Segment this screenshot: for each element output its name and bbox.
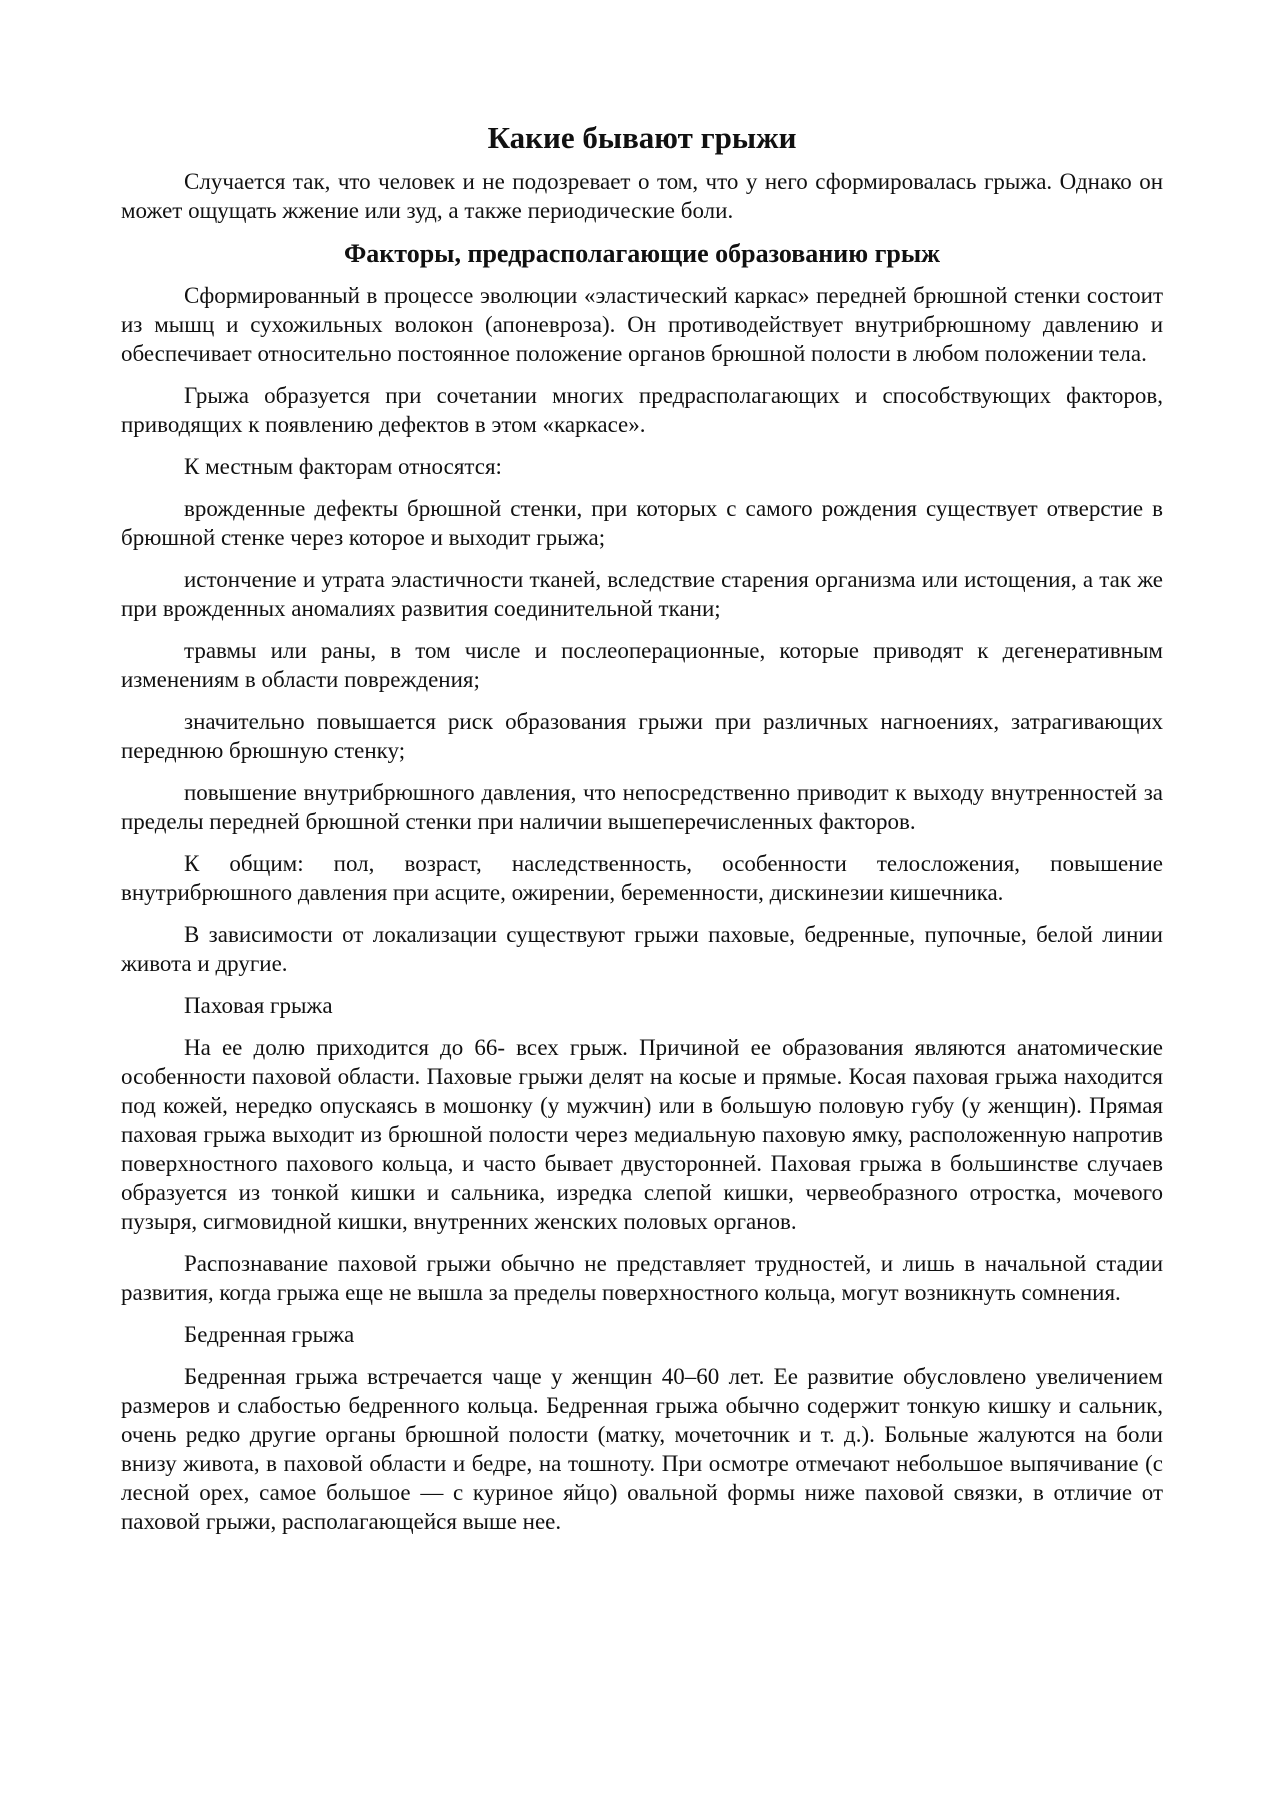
section-title: Факторы, предрасполагающие образованию грыж xyxy=(343,239,941,268)
list-paragraph: травмы или раны, в том числе и послеоперационные, которые приводят к дегенеративным изменениям в области повреждения; xyxy=(121,638,1163,692)
paragraph: На ее долю приходится до 66- всех грыж. Причиной ее образования являются анатомические особенности паховой области. Паховые грыжи делят на косые и прямые. Косая паховая грыжа находится под кожей, нередко опускаясь в мошонку (у мужчин) или в большую половую губу (у женщин). Прямая паховая грыжа выходит из брюшной полости через медиальную паховую ямку, расположенную напротив поверхностного пахового кольца, и часто бывает двусторонней. Паховая грыжа в большинстве случаев образуется из тонкой кишки и сальника, изредка слепой кишки, червеобразного отростка, мочевого пузыря, сигмовидной кишки, внутренних женских половых органов. xyxy=(121,1035,1163,1234)
paragraph: К общим: пол, возраст, наследственность, особенности телосложения, повышение внутрибрюшного давления при асците, ожирении, беременности, дискинезии кишечника. xyxy=(121,851,1163,905)
subheading-femoral-hernia: Бедренная грыжа xyxy=(184,1322,355,1347)
list-paragraph: врожденные дефекты брюшной стенки, при которых с самого рождения существует отверстие в брюшной стенке через которое и выходит грыжа; xyxy=(121,496,1163,550)
document-body xyxy=(121,118,1163,1549)
list-paragraph: значительно повышается риск образования грыжи при различных нагноениях, затрагивающих переднюю брюшную стенку; xyxy=(121,709,1163,763)
paragraph: Распознавание паховой грыжи обычно не представляет трудностей, и лишь в начальной стадии развития, когда грыжа еще не вышла за пределы поверхностного кольца, могут возникнуть сомнения. xyxy=(121,1251,1163,1305)
paragraph: В зависимости от локализации существуют грыжи паховые, бедренные, пупочные, белой линии живота и другие. xyxy=(121,922,1163,976)
paragraph: Сформированный в процессе эволюции «эластический каркас» передней брюшной стенки состоит из мышц и сухожильных волокон (апоневроза). Он противодействует внутрибрюшному давлению и обеспечивает относительно постоянное положение органов брюшной полости в любом положении тела. xyxy=(121,283,1163,366)
document-title: Какие бывают грыжи xyxy=(487,120,797,155)
paragraph: Грыжа образуется при сочетании многих предрасполагающих и способствующих факторов, приводящих к появлению дефектов в этом «каркасе». xyxy=(121,383,1163,437)
list-paragraph: истончение и утрата эластичности тканей, вследствие старения организма или истощения, а так же при врожденных аномалиях развития соединительной ткани; xyxy=(121,567,1163,621)
paragraph: Бедренная грыжа встречается чаще у женщин 40–60 лет. Ее развитие обусловлено увеличением размеров и слабостью бедренного кольца. Бедренная грыжа обычно содержит тонкую кишку и сальник, очень редко другие органы брюшной полости (матку, мочеточник и т. д.). Больные жалуются на боли внизу живота, в паховой области и бедре, на тошноту. При осмотре отмечают небольшое выпячивание (с лесной орех, самое большое — с куриное яйцо) овальной формы ниже паховой связки, в отличие от паховой грыжи, располагающейся выше нее. xyxy=(121,1364,1163,1534)
paragraph: К местным факторам относятся: xyxy=(184,454,502,479)
subheading-inguinal-hernia: Паховая грыжа xyxy=(184,993,333,1018)
list-paragraph: повышение внутрибрюшного давления, что непосредственно приводит к выходу внутренностей за пределы передней брюшной стенки при наличии вышеперечисленных факторов. xyxy=(121,780,1163,834)
intro-paragraph: Случается так, что человек и не подозревает о том, что у него сформировалась грыжа. Однако он может ощущать жжение или зуд, а также периодические боли. xyxy=(121,169,1163,223)
